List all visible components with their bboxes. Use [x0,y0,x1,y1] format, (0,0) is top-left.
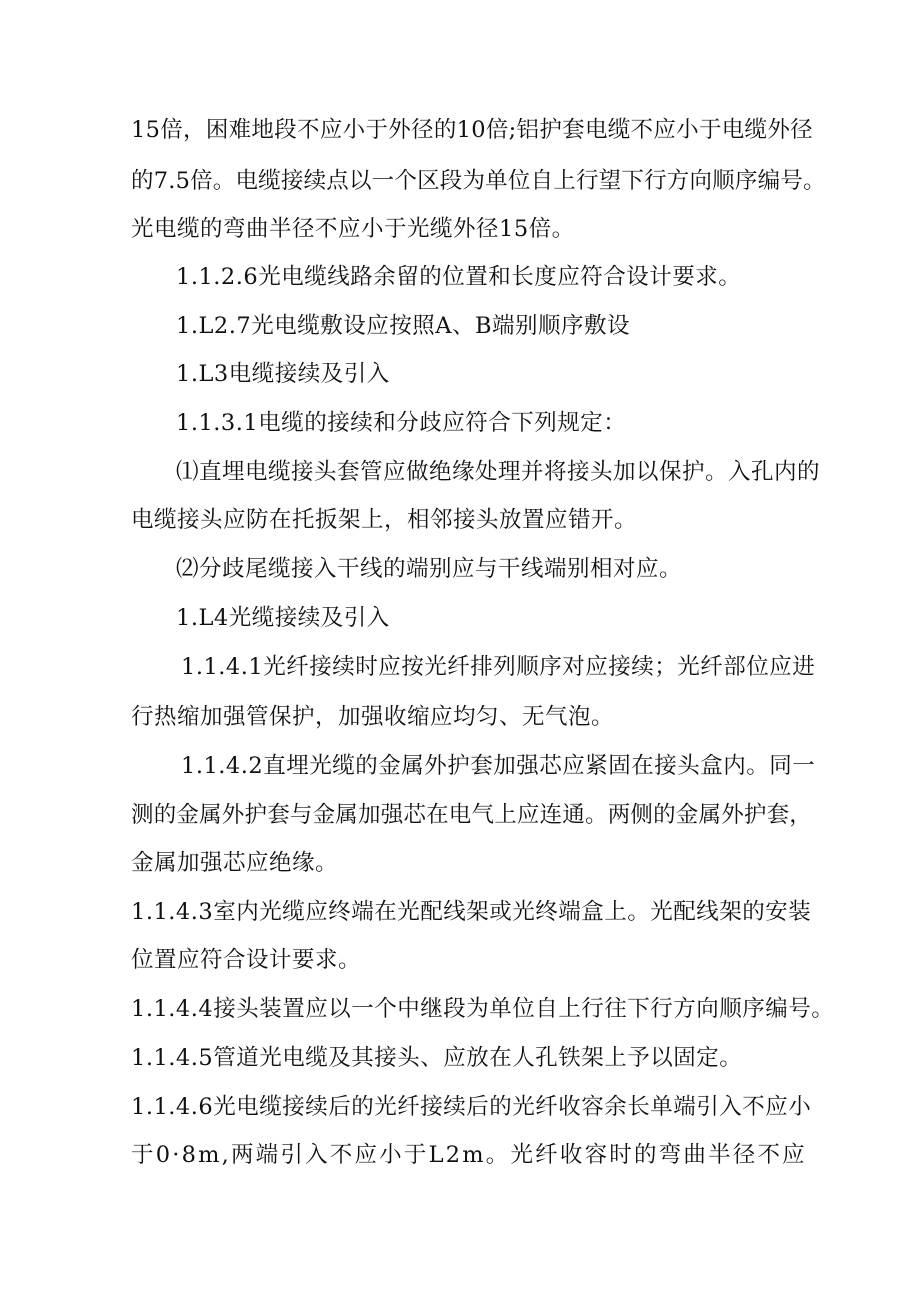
text-line: 光电缆的弯曲半径不应小于光缆外径15倍。 [131,216,575,242]
text-line: 行热缩加强管保护，加强收缩应均匀、无气泡。 [131,704,615,730]
text-line: 测的金属外护套与金属加强芯在电气上应连通。两侧的金属外护套， [131,802,813,828]
text-line: 1.1.4.5管道光电缆及其接头、应放在人孔铁架上予以固定。 [131,1045,743,1071]
text-line: 1.1.4.3室内光缆应终端在光配线架或光终端盒上。光配线架的安装 [131,899,812,925]
text-line: 的7.5倍。电缆接续点以一个区段为单位自上行望下行方向顺序编号。 [131,168,826,194]
text-line: 1.1.4.6光电缆接续后的光纤接续后的光纤收容余长单端引入不应小 [131,1094,812,1120]
text-line: 1.1.3.1电缆的接续和分歧应符合下列规定： [176,410,627,436]
text-line: 1.L2.7光电缆敷设应按照A、B端别顺序敷设 [176,313,630,339]
text-line: 电缆接头应防在托扳架上，相邻接头放置应错开。 [131,507,638,533]
text-line: 1.1.4.4接头装置应以一个中继段为单位自上行往下行方向顺序编号。 [131,996,835,1022]
text-line: ⑵分歧尾缆接入干线的端别应与干线端别相对应。 [176,556,683,582]
text-line: 于0·8m,两端引入不应小于L2m。光纤收容时的弯曲半径不应 [131,1142,807,1168]
text-line: ⑴直埋电缆接头套管应做绝缘处理并将接头加以保护。入孔内的 [176,459,821,485]
text-line: 15倍，困难地段不应小于外径的10倍;铝护套电缆不应小于电缆外径 [131,117,813,143]
text-line: 金属加强芯应绝缘。 [131,850,339,876]
text-line: 位置应符合设计要求。 [131,947,362,973]
text-line: 1.L3电缆接续及引入 [176,361,390,387]
text-line: 1.1.4.2直埋光缆的金属外护套加强芯应紧固在接头盒内。同一 [181,753,816,779]
text-line: 1.1.2.6光电缆线路余留的位置和长度应符合设计要求。 [176,264,742,290]
text-line: 1.L4光缆接续及引入 [176,605,390,631]
text-line: 1.1.4.1光纤接续时应按光纤排列顺序对应接续；光纤部位应进 [181,654,816,680]
